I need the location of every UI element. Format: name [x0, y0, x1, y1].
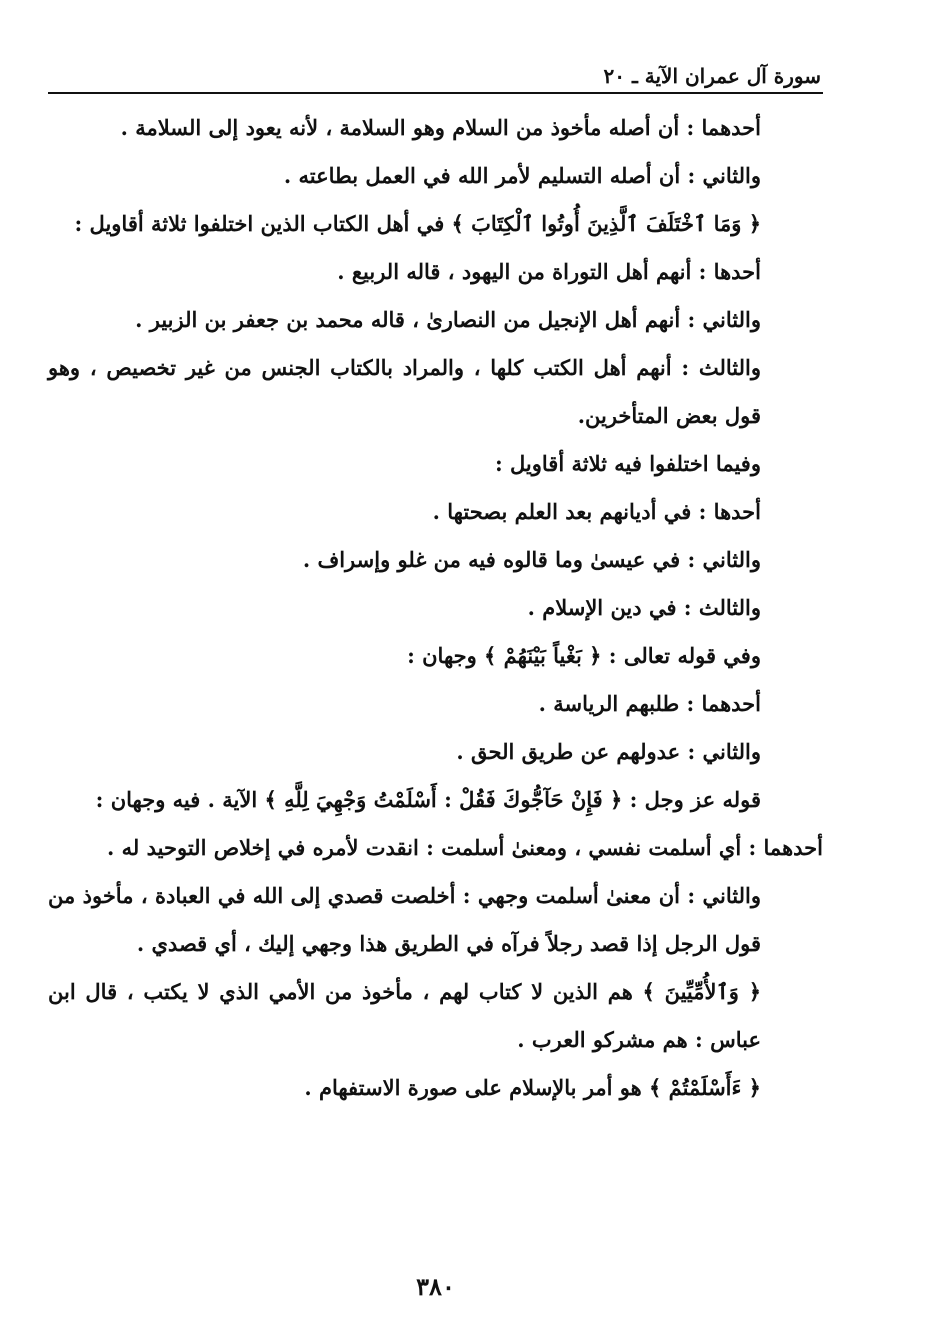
paragraph-16: والثاني : أن معنىٰ أسلمت وجهي : أخلصت قصدي إلى الله في العبادة ، مأخوذ من قول الرجل إذا قصد رجلاً فرآه في الطريق هذا وجهي إليك ، أي قصدي .: [48, 883, 761, 956]
running-title: سورة آل عمران الآية ـ ٢٠: [603, 64, 821, 88]
paragraph-8: أحدها : في أديانهم بعد العلم بصحتها .: [432, 499, 761, 524]
paragraph-10: والثالث : في دين الإسلام .: [527, 595, 761, 620]
paragraph-3: ﴿ وَمَا ٱخْتَلَفَ ٱلَّذِينَ أُوتُوا ٱلْكِتَابَ ﴾ في أهل الكتاب الذين اختلفوا ثلاثة أقاويل :: [74, 211, 761, 236]
paragraph-17: ﴿ وَٱلأُمِّيِّينَ ﴾ هم الذين لا كتاب لهم ، مأخوذ من الأمي الذي لا يكتب ، قال ابن عباس : هم مشركو العرب .: [48, 979, 761, 1052]
paragraph-13: والثاني : عدولهم عن طريق الحق .: [456, 739, 761, 764]
paragraph-14: قوله عز وجل : ﴿ فَإِنْ حَآجُّوكَ فَقُلْ : أَسْلَمْتُ وَجْهِيَ لِلَّهِ ﴾ الآية . فيه وجهان :: [95, 787, 761, 812]
paragraph-11: وفي قوله تعالى : ﴿ بَغْياً بَيْنَهُمْ ﴾ وجهان :: [407, 643, 761, 668]
page-number: ٣٨٠: [416, 1272, 455, 1301]
paragraph-2: والثاني : أن أصله التسليم لأمر الله في العمل بطاعته .: [283, 163, 761, 188]
paragraph-7: وفيما اختلفوا فيه ثلاثة أقاويل :: [494, 451, 761, 476]
paragraph-6: والثالث : أنهم أهل الكتب كلها ، والمراد بالكتاب الجنس من غير تخصيص ، وهو قول بعض المتأخرين.: [48, 355, 761, 428]
paragraph-15: أحدهما : أي أسلمت نفسي ، ومعنىٰ أسلمت : انقدت لأمره في إخلاص التوحيد له .: [107, 835, 823, 860]
paragraph-9: والثاني : في عيسىٰ وما قالوه فيه من غلو وإسراف .: [302, 547, 761, 572]
paragraph-4: أحدها : أنهم أهل التوراة من اليهود ، قاله الربيع .: [337, 259, 761, 284]
paragraph-12: أحدهما : طلبهم الرياسة .: [538, 691, 761, 716]
paragraph-5: والثاني : أنهم أهل الإنجيل من النصارىٰ ، قاله محمد بن جعفر بن الزبير .: [135, 307, 761, 332]
book-page: [48, 50, 823, 1320]
paragraph-18: ﴿ ءَأَسْلَمْتُمْ ﴾ هو أمر بالإسلام على صورة الاستفهام .: [304, 1075, 761, 1100]
body-text: [48, 104, 823, 1112]
paragraph-1: أحدهما : أن أصله مأخوذ من السلام وهو السلامة ، لأنه يعود إلى السلامة .: [120, 115, 761, 140]
running-header: [48, 50, 823, 94]
